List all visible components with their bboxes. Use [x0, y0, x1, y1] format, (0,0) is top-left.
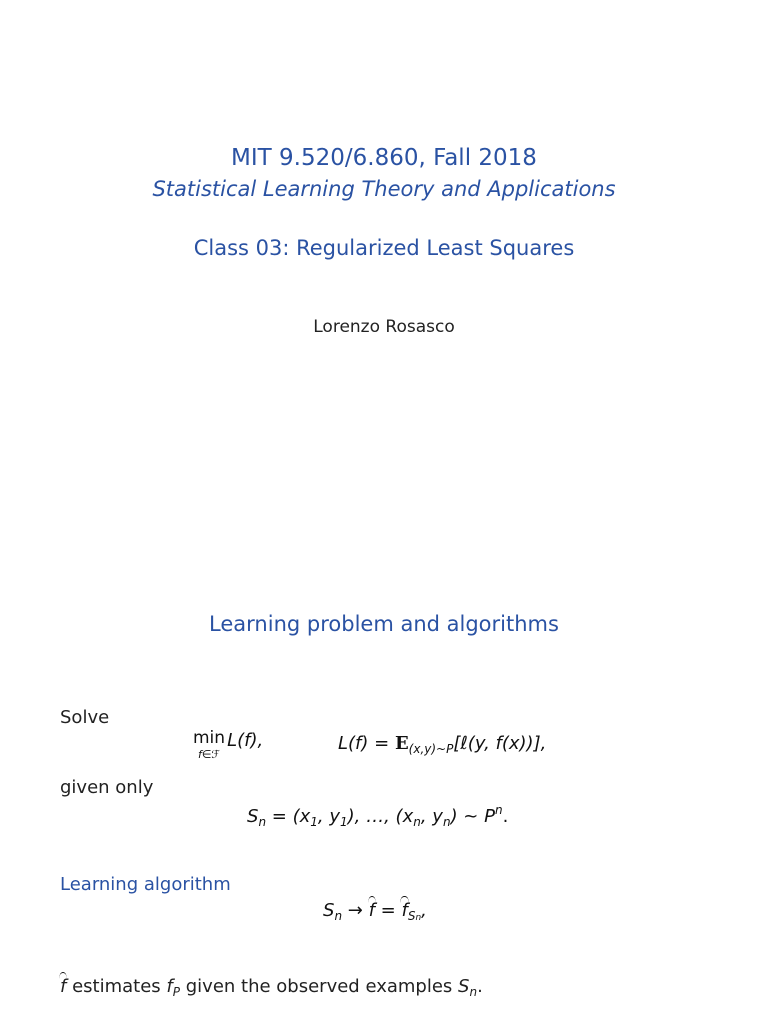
min-subscript: f∈ℱ: [197, 748, 221, 761]
frame-title: Learning problem and algorithms: [209, 612, 559, 636]
expectation-subscript: (x,y)~P: [408, 742, 454, 756]
content-slide: [0, 560, 768, 1024]
min-operator: min: [193, 728, 226, 748]
estimates-word: estimates: [72, 976, 161, 997]
algorithm-equation: $S_n \to f = f_{Sn}$,: [323, 900, 427, 923]
learning-algorithm-label: Learning algorithm: [60, 874, 231, 895]
estimates-sentence: f estimates $f_P$ given the observed examples $S_n$.: [60, 976, 483, 999]
risk-equation: [338, 733, 546, 756]
risk-lhs: L(f) =: [338, 733, 395, 754]
min-equation: [193, 730, 263, 760]
course-title: MIT 9.520/6.860, Fall 2018: [231, 145, 537, 171]
author-name: Lorenzo Rosasco: [313, 317, 455, 337]
sample-equation: $S_n = (x_1$, $y_1$), …, ($x_n$, $y_n$) ~ $P^n$.: [247, 803, 509, 829]
min-objective: L(f),: [227, 730, 264, 751]
course-subtitle: Statistical Learning Theory and Applications: [152, 177, 616, 201]
expectation-symbol: E: [394, 733, 409, 754]
f-hat-symbol: f: [60, 976, 67, 997]
given-only-label: given only: [60, 777, 154, 798]
observed-phrase: given the observed examples: [185, 976, 453, 997]
risk-rhs: [ℓ(y, f(x))],: [453, 733, 547, 754]
solve-label: Solve: [60, 707, 110, 728]
class-title: Class 03: Regularized Least Squares: [193, 236, 575, 260]
